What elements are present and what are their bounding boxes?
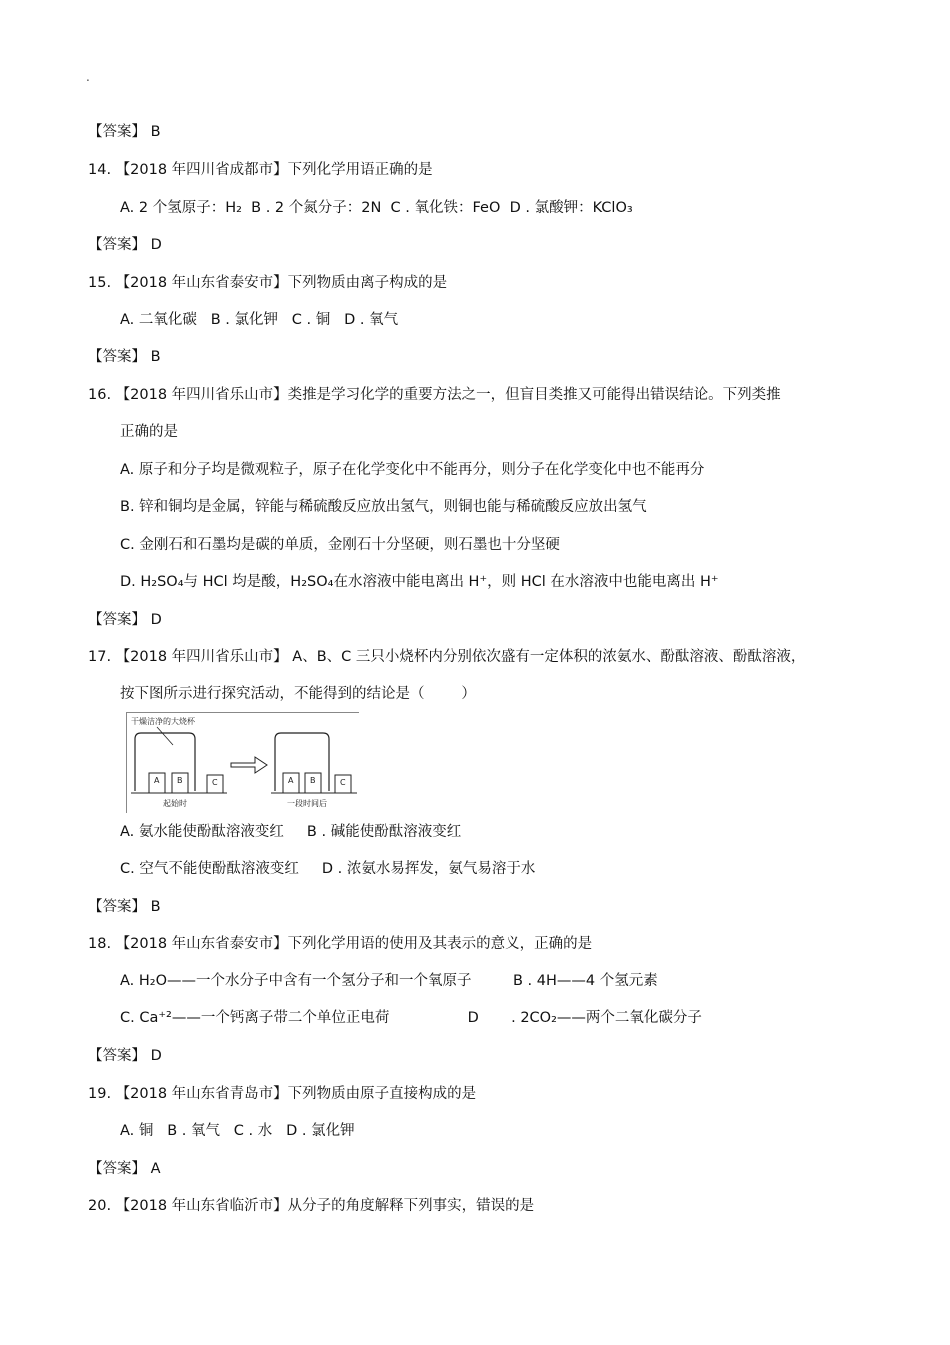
question-16-option-c: C. 金刚石和石墨均是碳的单质，金刚石十分坚硬，则石墨也十分坚硬	[120, 537, 560, 553]
question-16-option-a: A. 原子和分子均是微观粒子，原子在化学变化中不能再分，则分子在化学变化中也不能再分	[120, 462, 705, 478]
big-beaker-label: 干燥洁净的大烧杯	[131, 717, 195, 726]
beaker-a-label: A	[154, 776, 160, 785]
arrow-right-icon	[231, 757, 267, 773]
answer-15: 【答案】 B	[88, 349, 161, 365]
beaker-b-label-right: B	[310, 776, 316, 785]
question-16-continued: 正确的是	[120, 424, 178, 440]
header-mark: .	[86, 70, 90, 84]
question-17-options-ab: A. 氨水能使酚酞溶液变红 B . 碱能使酚酞溶液变红	[120, 824, 462, 840]
question-17-options-cd: C. 空气不能使酚酞溶液变红 D . 浓氨水易挥发，氨气易溶于水	[120, 861, 536, 877]
question-15: 15. 【2018 年山东省泰安市】下列物质由离子构成的是	[88, 275, 448, 291]
before-label: 起始时	[163, 799, 187, 808]
question-14: 14. 【2018 年四川省成都市】下列化学用语正确的是	[88, 162, 433, 178]
question-16-option-b: B. 锌和铜均是金属，锌能与稀硫酸反应放出氢气，则铜也能与稀硫酸反应放出氢气	[120, 499, 647, 515]
answer-18: 【答案】 D	[88, 1048, 162, 1064]
question-17: 17. 【2018 年四川省乐山市】 A、B、C 三只小烧杯内分别依次盛有一定体积的浓氨水、酚酞溶液、酚酞溶液，	[88, 649, 806, 665]
beaker-a-label-right: A	[288, 776, 294, 785]
beaker-b-label: B	[177, 776, 183, 785]
question-16-option-d: D. H₂SO₄与 HCl 均是酸，H₂SO₄在水溶液中能电离出 H⁺，则 HCl 在水溶液中也能电离出 H⁺	[120, 574, 719, 590]
question-18: 18. 【2018 年山东省泰安市】下列化学用语的使用及其表示的意义，正确的是	[88, 936, 593, 952]
experiment-diagram	[127, 713, 359, 813]
answer-19: 【答案】 A	[88, 1161, 161, 1177]
answer-14: 【答案】 D	[88, 237, 162, 253]
answer-16: 【答案】 D	[88, 612, 162, 628]
question-20: 20. 【2018 年山东省临沂市】从分子的角度解释下列事实，错误的是	[88, 1198, 535, 1214]
answer-13: 【答案】 B	[88, 124, 161, 140]
question-14-options: A. 2 个氢原子：H₂ B . 2 个氮分子：2N C . 氧化铁：FeO D . 氯酸钾：KClO₃	[120, 200, 633, 216]
question-18-options-ab: A. H₂O——一个水分子中含有一个氢分子和一个氧原子 B . 4H——4 个氢元素	[120, 973, 658, 989]
beaker-c-label: C	[212, 778, 218, 787]
beaker-c-label-right: C	[340, 778, 346, 787]
question-16: 16. 【2018 年四川省乐山市】类推是学习化学的重要方法之一，但盲目类推又可能得出错误结论。下列类推	[88, 387, 781, 403]
question-15-options: A. 二氧化碳 B . 氯化钾 C . 铜 D . 氧气	[120, 312, 399, 328]
experiment-figure	[126, 712, 359, 813]
after-label: 一段时间后	[287, 799, 327, 808]
question-17-continued: 按下图所示进行探究活动，不能得到的结论是（ ）	[120, 686, 476, 702]
question-18-options-cd: C. Ca⁺²——一个钙离子带二个单位正电荷 D . 2CO₂——两个二氧化碳分子	[120, 1010, 702, 1026]
question-19: 19. 【2018 年山东省青岛市】下列物质由原子直接构成的是	[88, 1086, 477, 1102]
answer-17: 【答案】 B	[88, 899, 161, 915]
question-19-options: A. 铜 B . 氧气 C . 水 D . 氯化钾	[120, 1123, 355, 1139]
